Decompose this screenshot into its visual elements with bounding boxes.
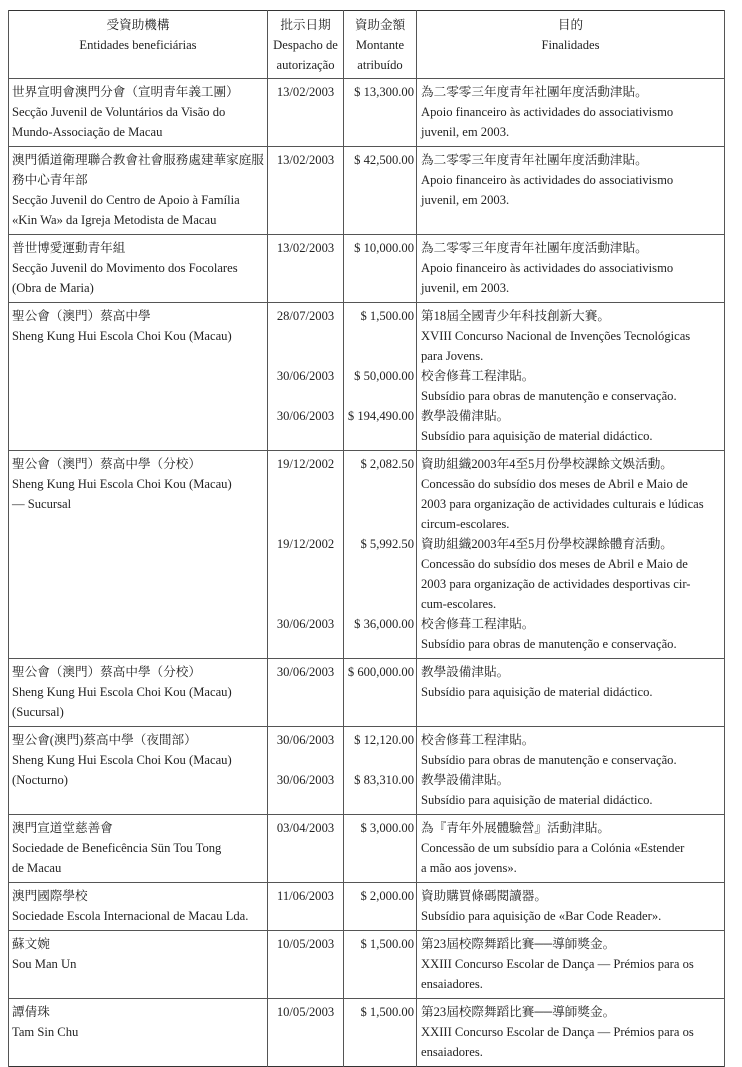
header-date-pt2: autorização (276, 58, 335, 72)
purpose-line: 校舍修葺工程津貼。 (421, 733, 535, 747)
entity-name-line: Tam Sin Chu (12, 1025, 79, 1039)
purpose-line: 第23屆校際舞蹈比賽──導師獎金。 (421, 1005, 616, 1019)
purpose-cell (417, 451, 725, 535)
purpose-cell (417, 883, 725, 931)
header-purpose-pt: Finalidades (541, 38, 600, 52)
purpose-line: Subsídio para obras de manutenção e conservação. (421, 753, 677, 767)
purpose-line: 教學設備津貼。 (421, 409, 510, 423)
purpose-line: 2003 para organização de actividades culturais e lúdicas (421, 497, 704, 511)
entity-cell (9, 999, 268, 1067)
entity-name-line: Mundo-Associação de Macau (12, 125, 163, 139)
entity-name-line: Sheng Kung Hui Escola Choi Kou (Macau) (12, 329, 232, 343)
entity-name-line: 世界宣明會澳門分會（宣明青年義工團） (12, 85, 239, 99)
table-row (9, 79, 725, 147)
entity-name-line: Sheng Kung Hui Escola Choi Kou (Macau) (12, 685, 232, 699)
grants-table (8, 10, 725, 1067)
purpose-line: 第18屆全國青少年科技創新大賽。 (421, 309, 610, 323)
purpose-line: Apoio financeiro às actividades do associativismo (421, 261, 674, 275)
amount-cell: $ 42,500.00 (344, 147, 417, 235)
entity-name-line: Secção Juvenil de Voluntários da Visão do (12, 105, 226, 119)
table-row (9, 451, 725, 535)
purpose-line: Subsídio para aquisição de material didáctico. (421, 429, 653, 443)
table-body (9, 79, 725, 1067)
date-cell: 30/06/2003 (268, 727, 344, 771)
table-row (9, 147, 725, 235)
entity-name-line: 聖公會（澳門）蔡高中學（分校） (12, 665, 201, 679)
entity-name-line: 蘇文婉 (12, 937, 50, 951)
purpose-line: Subsídio para aquisição de «Bar Code Reader». (421, 909, 662, 923)
date-cell: 30/06/2003 (268, 366, 344, 406)
date-cell: 11/06/2003 (268, 883, 344, 931)
date-cell: 19/12/2002 (268, 451, 344, 535)
entity-name-line: 澳門宣道堂慈善會 (12, 821, 113, 835)
purpose-cell (417, 727, 725, 771)
entity-name-line: (Nocturno) (12, 773, 68, 787)
purpose-cell (417, 659, 725, 727)
entity-name-line: 普世博愛運動青年組 (12, 241, 126, 255)
date-cell: 13/02/2003 (268, 147, 344, 235)
entity-name-line: «Kin Wa» da Igreja Metodista de Macau (12, 213, 217, 227)
purpose-line: Subsídio para obras de manutenção e conservação. (421, 637, 677, 651)
date-cell: 28/07/2003 (268, 303, 344, 367)
purpose-line: XXIII Concurso Escolar de Dança — Prémios para os (421, 957, 694, 971)
entity-cell (9, 815, 268, 883)
header-purpose-zh: 目的 (557, 18, 584, 32)
purpose-line: juvenil, em 2003. (421, 125, 510, 139)
purpose-line: para Jovens. (421, 349, 484, 363)
entity-cell (9, 235, 268, 303)
entity-name-line: 譚倩珠 (12, 1005, 50, 1019)
date-cell: 13/02/2003 (268, 235, 344, 303)
entity-cell (9, 451, 268, 659)
entity-name-line: 聖公會（澳門）蔡高中學（分校） (12, 457, 201, 471)
date-cell: 03/04/2003 (268, 815, 344, 883)
purpose-line: XVIII Concurso Nacional de Invenções Tecnológicas (421, 329, 691, 343)
header-entity-zh: 受資助機構 (106, 18, 170, 32)
header-date (268, 11, 344, 79)
purpose-line: Apoio financeiro às actividades do associativismo (421, 105, 674, 119)
purpose-cell (417, 770, 725, 815)
header-entity-pt: Entidades beneficiárias (79, 38, 197, 52)
purpose-line: 校舍修葺工程津貼。 (421, 617, 535, 631)
entity-cell (9, 147, 268, 235)
entity-cell (9, 303, 268, 451)
purpose-cell (417, 406, 725, 451)
table-row (9, 727, 725, 771)
purpose-line: circum-escolares. (421, 517, 510, 531)
amount-cell: $ 600,000.00 (344, 659, 417, 727)
entity-cell (9, 883, 268, 931)
amount-cell: $ 2,082.50 (344, 451, 417, 535)
purpose-line: Subsídio para aquisição de material didáctico. (421, 793, 653, 807)
table-row (9, 303, 725, 367)
header-purpose (417, 11, 725, 79)
purpose-cell (417, 815, 725, 883)
header-amount-zh: 資助金額 (354, 18, 406, 32)
entity-cell (9, 727, 268, 815)
purpose-cell (417, 366, 725, 406)
table-row (9, 235, 725, 303)
table-row (9, 931, 725, 999)
purpose-line: 為二零零三年度青年社團年度活動津貼。 (421, 241, 648, 255)
header-amount-pt2: atribuído (357, 58, 403, 72)
date-cell: 30/06/2003 (268, 659, 344, 727)
header-amount-pt: Montante (355, 38, 405, 52)
amount-cell: $ 1,500.00 (344, 303, 417, 367)
entity-name-line: 聖公會（澳門）蔡高中學 (12, 309, 151, 323)
entity-name-line: Secção Juvenil do Centro de Apoio à Família (12, 193, 240, 207)
purpose-line: 2003 para organização de actividades desportivas cir- (421, 577, 691, 591)
entity-name-line: 澳門國際學校 (12, 889, 88, 903)
header-entity (9, 11, 268, 79)
date-cell: 10/05/2003 (268, 999, 344, 1067)
entity-name-line: Sheng Kung Hui Escola Choi Kou (Macau) (12, 477, 232, 491)
purpose-line: Concessão do subsídio dos meses de Abril e Maio de (421, 557, 688, 571)
table-header (9, 11, 725, 79)
purpose-cell (417, 999, 725, 1067)
entity-name-line: 聖公會(澳門)蔡高中學（夜間部） (12, 733, 197, 747)
purpose-cell (417, 235, 725, 303)
purpose-line: 資助購買條碼閱讀器。 (421, 889, 547, 903)
purpose-line: Concessão do subsídio dos meses de Abril e Maio de (421, 477, 688, 491)
amount-cell: $ 3,000.00 (344, 815, 417, 883)
purpose-line: ensaiadores. (421, 1045, 483, 1059)
purpose-line: ensaiadores. (421, 977, 483, 991)
entity-name-line: 澳門循道衛理聯合教會社會服務處建華家庭服 (12, 153, 264, 167)
header-date-pt: Despacho de (273, 38, 338, 52)
amount-cell: $ 10,000.00 (344, 235, 417, 303)
table-row (9, 999, 725, 1067)
purpose-cell (417, 79, 725, 147)
purpose-cell (417, 147, 725, 235)
entity-name-line: de Macau (12, 861, 62, 875)
purpose-cell (417, 614, 725, 659)
purpose-line: cum-escolares. (421, 597, 497, 611)
purpose-line: 教學設備津貼。 (421, 773, 510, 787)
entity-name-line: 務中心青年部 (12, 173, 88, 187)
purpose-line: 為二零零三年度青年社團年度活動津貼。 (421, 85, 648, 99)
date-cell: 30/06/2003 (268, 770, 344, 815)
entity-name-line: — Sucursal (12, 497, 72, 511)
amount-cell: $ 13,300.00 (344, 79, 417, 147)
entity-cell (9, 931, 268, 999)
entity-name-line: Sou Man Un (12, 957, 77, 971)
header-date-zh: 批示日期 (280, 18, 331, 32)
date-cell: 10/05/2003 (268, 931, 344, 999)
amount-cell: $ 2,000.00 (344, 883, 417, 931)
table-row (9, 883, 725, 931)
purpose-line: 校舍修葺工程津貼。 (421, 369, 535, 383)
purpose-cell (417, 931, 725, 999)
date-cell: 30/06/2003 (268, 406, 344, 451)
date-cell: 13/02/2003 (268, 79, 344, 147)
amount-cell: $ 50,000.00 (344, 366, 417, 406)
purpose-cell (417, 534, 725, 614)
amount-cell: $ 36,000.00 (344, 614, 417, 659)
purpose-line: Subsídio para obras de manutenção e conservação. (421, 389, 677, 403)
date-cell: 30/06/2003 (268, 614, 344, 659)
header-amount (344, 11, 417, 79)
purpose-line: juvenil, em 2003. (421, 193, 510, 207)
entity-name-line: (Obra de Maria) (12, 281, 94, 295)
amount-cell: $ 5,992.50 (344, 534, 417, 614)
entity-name-line: (Sucursal) (12, 705, 64, 719)
purpose-line: 資助組織2003年4至5月份學校課餘文娛活動。 (421, 457, 673, 471)
entity-cell (9, 659, 268, 727)
amount-cell: $ 1,500.00 (344, 931, 417, 999)
table-row (9, 659, 725, 727)
entity-cell (9, 79, 268, 147)
purpose-line: 為『青年外展體驗營』活動津貼。 (421, 821, 610, 835)
purpose-line: 資助組織2003年4至5月份學校課餘體育活動。 (421, 537, 673, 551)
table-row (9, 815, 725, 883)
amount-cell: $ 12,120.00 (344, 727, 417, 771)
entity-name-line: Sheng Kung Hui Escola Choi Kou (Macau) (12, 753, 232, 767)
purpose-line: 第23屆校際舞蹈比賽──導師獎金。 (421, 937, 616, 951)
entity-name-line: Sociedade Escola Internacional de Macau Lda. (12, 909, 249, 923)
purpose-line: a mão aos jovens». (421, 861, 517, 875)
entity-name-line: Sociedade de Beneficência Sün Tou Tong (12, 841, 222, 855)
amount-cell: $ 83,310.00 (344, 770, 417, 815)
amount-cell: $ 1,500.00 (344, 999, 417, 1067)
purpose-line: Concessão de um subsídio para a Colónia «Estender (421, 841, 685, 855)
purpose-line: Apoio financeiro às actividades do associativismo (421, 173, 674, 187)
date-cell: 19/12/2002 (268, 534, 344, 614)
entity-name-line: Secção Juvenil do Movimento dos Focolares (12, 261, 238, 275)
purpose-line: 教學設備津貼。 (421, 665, 510, 679)
purpose-line: 為二零零三年度青年社團年度活動津貼。 (421, 153, 648, 167)
amount-cell: $ 194,490.00 (344, 406, 417, 451)
purpose-line: XXIII Concurso Escolar de Dança — Prémios para os (421, 1025, 694, 1039)
purpose-cell (417, 303, 725, 367)
purpose-line: Subsídio para aquisição de material didáctico. (421, 685, 653, 699)
purpose-line: juvenil, em 2003. (421, 281, 510, 295)
